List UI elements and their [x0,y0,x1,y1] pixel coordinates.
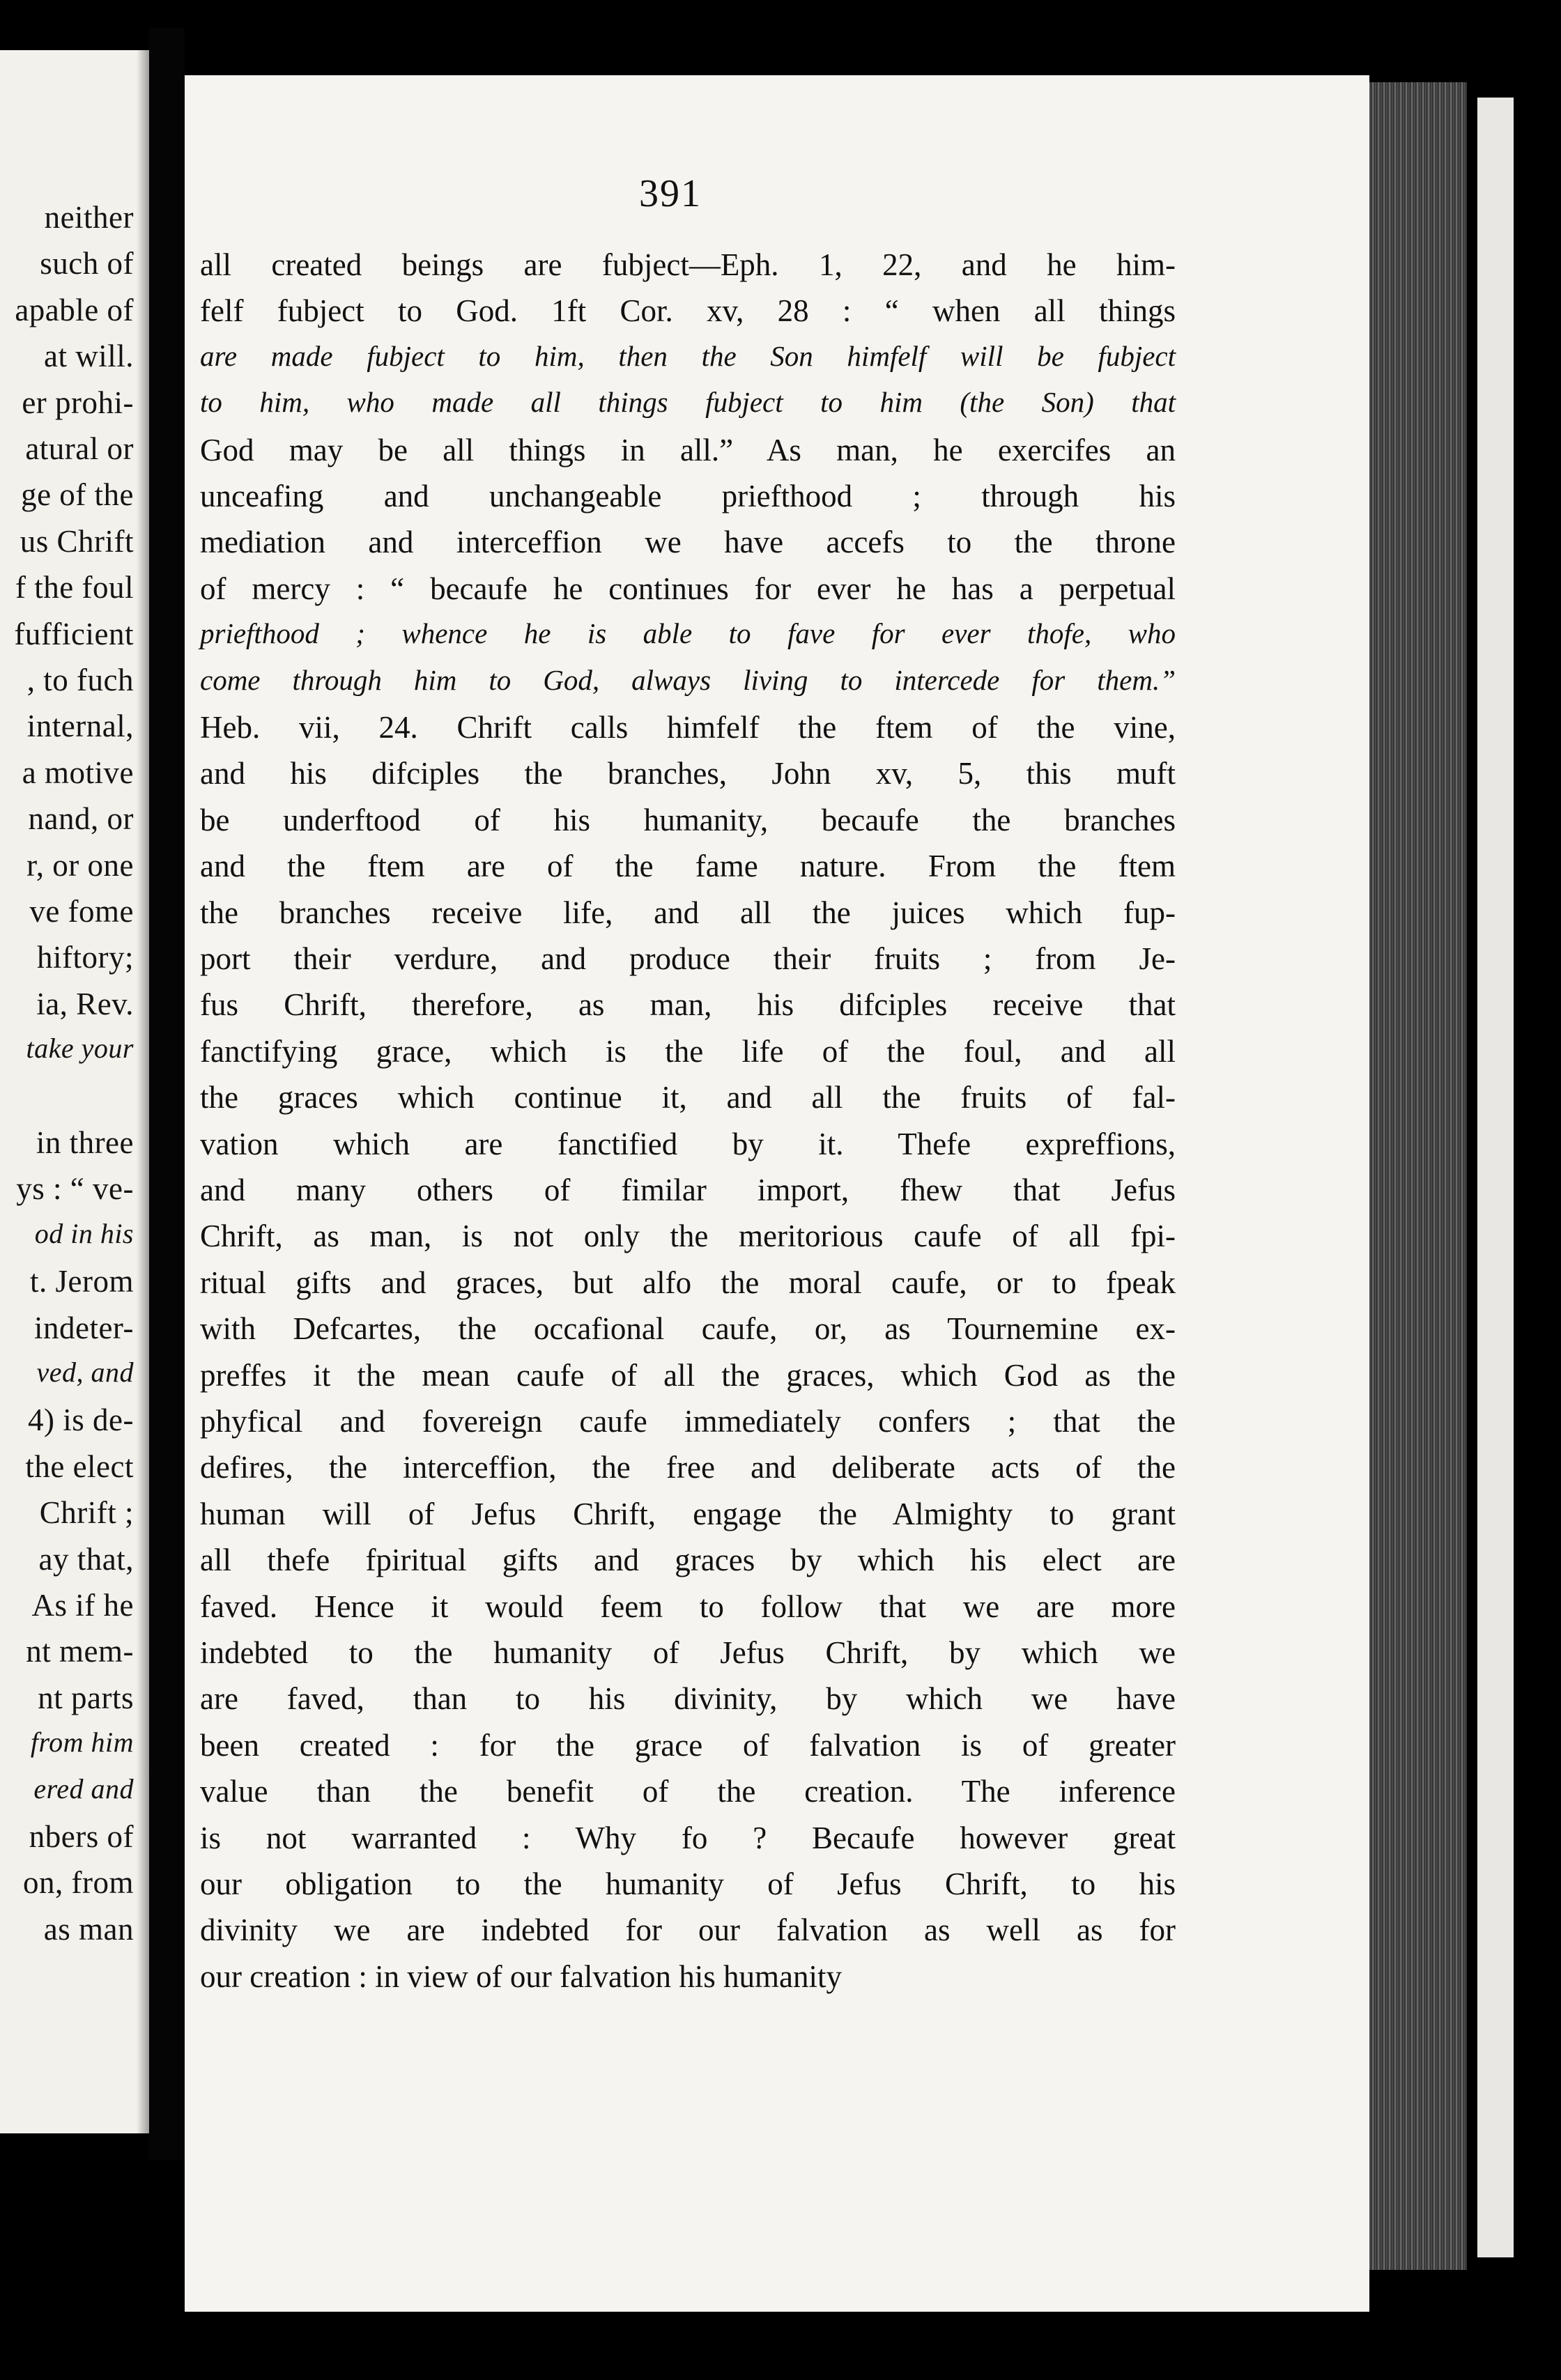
body-line: and the ftem are of the fame nature. From the ftem [200,849,1176,884]
body-line: God may be all things in all.” As man, he exercifes an [200,432,1176,468]
previous-page-line: er prohi- [22,385,134,420]
previous-page-line: the elect [25,1448,134,1484]
body-line: the branches receive life, and all the juices which fup- [200,895,1176,930]
previous-page-fragment [0,50,149,2133]
previous-page-line: hiftory; [37,940,134,975]
back-cover-edge [1477,98,1514,2257]
body-line: of mercy : “ becaufe he continues for ever he has a perpetual [200,571,1176,606]
previous-page-line: , to fuch [26,663,134,697]
previous-page-line: Chrift ; [39,1495,134,1531]
previous-page-line: take your [26,1033,134,1065]
previous-page-line: nt parts [38,1680,134,1715]
previous-page-line: in three [36,1125,134,1160]
body-line: with Defcartes, the occafional caufe, or, as Tournemine ex- [200,1311,1176,1347]
body-line: defires, the interceffion, the free and deliberate acts of the [200,1450,1176,1485]
previous-page-line: nt mem- [26,1634,134,1669]
previous-page-line: on, from [23,1865,134,1901]
previous-page-line: nbers of [29,1819,134,1854]
previous-page-line: such of [40,246,134,281]
body-line: be underftood of his humanity, becaufe the branches [200,802,1176,837]
previous-page-line: t. Jerom [30,1264,134,1299]
body-line: mediation and interceffion we have accefs to the throne [200,525,1176,560]
body-line: value than the benefit of the creation. The inference [200,1774,1176,1809]
body-line: divinity we are indebted for our falvation as well as for [200,1912,1176,1948]
body-line: vation which are fanctified by it. Thefe expreffions, [200,1126,1176,1161]
body-line: are faved, than to his divinity, by which we have [200,1681,1176,1717]
body-line: indebted to the humanity of Jefus Chrift, by which we [200,1635,1176,1670]
previous-page-line: internal, [26,709,134,744]
previous-page-line: f the foul [15,570,134,605]
previous-page-line: ered and [33,1772,134,1805]
body-line: fus Chrift, therefore, as man, his difciples receive that [200,987,1176,1023]
body-line: ritual gifts and graces, but alfo the moral caufe, or to fpeak [200,1265,1176,1300]
gutter-shadow [137,50,149,2133]
body-line: all created beings are fubject—Eph. 1, 22, and he him- [200,247,1176,282]
body-line: preffes it the mean caufe of all the graces, which God as the [200,1357,1176,1393]
current-page [185,75,1369,2312]
body-line: all thefe fpiritual gifts and graces by which his elect are [200,1543,1176,1578]
previous-page-line: neither [44,200,134,235]
previous-page-line: od in his [34,1217,134,1249]
body-line: and his difciples the branches, John xv, 5, this muft [200,756,1176,791]
previous-page-line: atural or [25,431,134,466]
body-line: our creation : in view of our falvation his humanity [200,1958,843,1994]
body-line: Heb. vii, 24. Chrift calls himfelf the ftem of the vine, [200,710,1176,745]
previous-page-line: a motive [22,755,134,790]
book-fore-edge [1369,82,1467,2270]
body-line: is not warranted : Why fo ? Becaufe however great [200,1820,1176,1855]
body-line: faved. Hence it would feem to follow that we are more [200,1589,1176,1624]
body-line: to him, who made all things fubject to him (the Son) that [200,386,1176,419]
body-line: priefthood ; whence he is able to fave for ever thofe, who [200,617,1176,650]
body-line: unceafing and unchangeable priefthood ; through his [200,479,1176,513]
previous-page-line: 4) is de- [28,1402,134,1438]
previous-page-line: r, or one [26,847,134,883]
previous-page-line: indeter- [33,1310,134,1345]
previous-page-line: ay that, [38,1541,134,1577]
previous-page-line: As if he [31,1588,134,1623]
body-line: our obligation to the humanity of Jefus Chrift, to his [200,1867,1176,1901]
previous-page-line: from him [30,1726,134,1759]
body-line: are made fubject to him, then the Son himfelf will be fubject [200,339,1176,372]
previous-page-line: ved, and [36,1357,134,1388]
previous-page-line: fufficient [14,616,134,651]
page-number: 391 [639,172,702,215]
body-line: port their verdure, and produce their fruits ; from Je- [200,941,1176,976]
previous-page-line: at will. [44,339,134,374]
body-line: the graces which continue it, and all the fruits of fal- [200,1080,1176,1115]
body-line: come through him to God, always living to intercede for them.” [200,663,1176,696]
previous-page-line: ys : “ ve- [16,1171,134,1207]
body-line: phyfical and fovereign caufe immediately confers ; that the [200,1404,1176,1439]
book-gutter [149,28,185,2160]
body-line: Chrift, as man, is not only the meritorious caufe of all fpi- [200,1219,1176,1254]
previous-page-line: us Chrift [20,523,134,559]
body-line: and many others of fimilar import, fhew that Jefus [200,1173,1176,1207]
previous-page-line: ve fome [29,894,134,929]
previous-page-line: ge of the [21,477,134,513]
previous-page-line: ia, Rev. [36,986,134,1021]
body-line: human will of Jefus Chrift, engage the Almighty to grant [200,1496,1176,1531]
previous-page-line: as man [43,1911,134,1947]
body-line: felf fubject to God. 1ft Cor. xv, 28 : “ when all things [200,293,1176,329]
previous-page-line: apable of [15,292,134,327]
body-line: been created : for the grace of falvation is of greater [200,1727,1176,1763]
previous-page-line: nand, or [28,801,134,837]
body-line: fanctifying grace, which is the life of the foul, and all [200,1033,1176,1069]
